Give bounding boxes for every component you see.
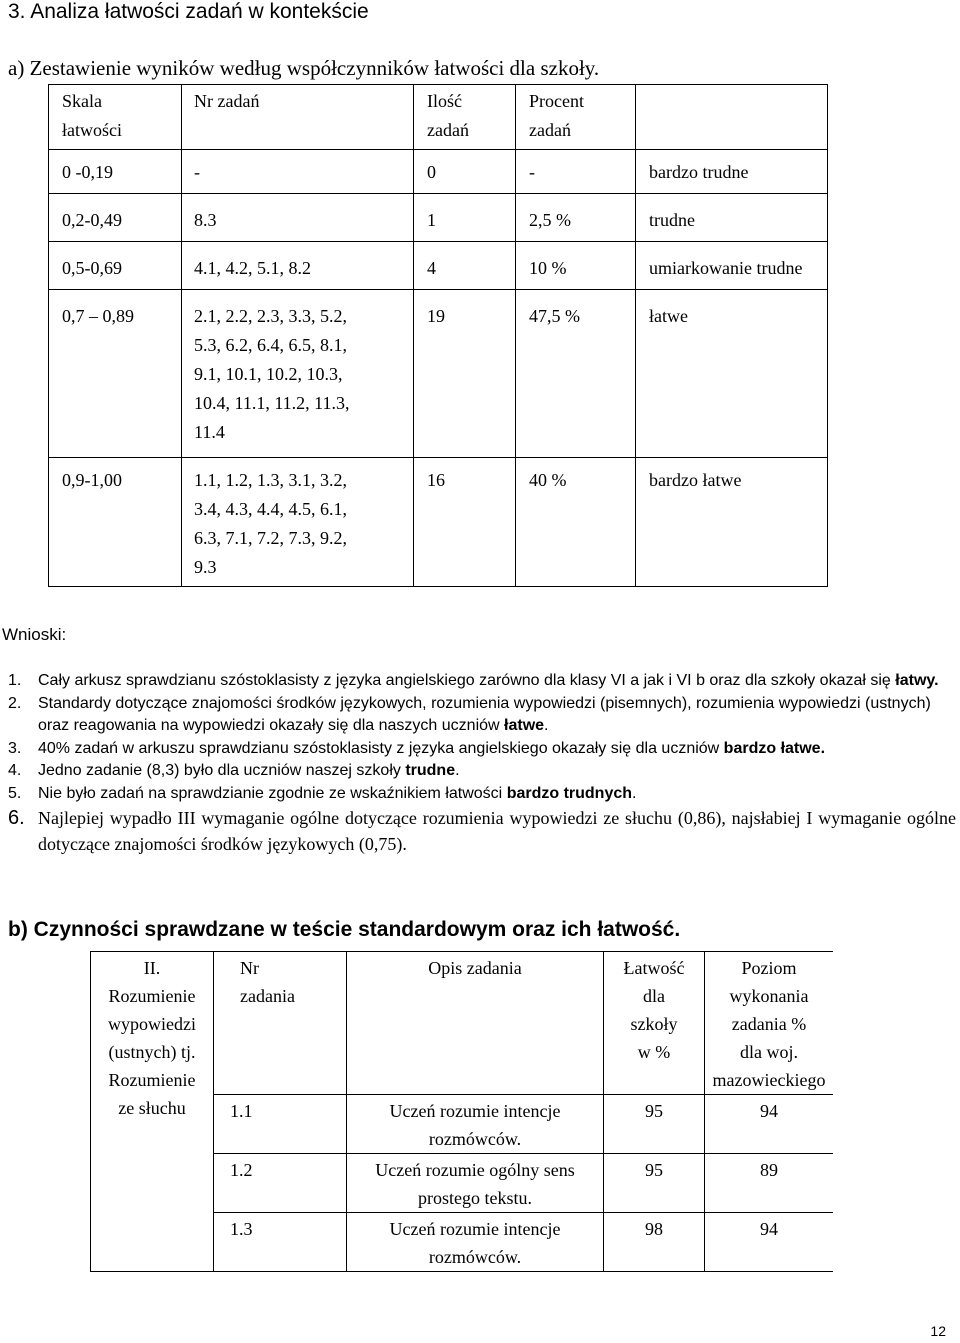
header-cell — [414, 85, 516, 150]
difficulty-label-cell: łatwe — [636, 290, 828, 458]
task-numbers-cell — [182, 290, 414, 458]
table-row — [49, 242, 828, 290]
conclusion-item — [8, 783, 956, 806]
skill-category-line: ze słuchu — [118, 1098, 186, 1118]
task-description-line: Uczeń rozumie ogólny sens — [375, 1160, 575, 1180]
task-description-cell — [347, 1213, 604, 1272]
task-numbers-line: - — [194, 162, 200, 182]
count-cell: 1 — [414, 194, 516, 242]
subsection-b-title: b) Czynności sprawdzane w teście standardowym oraz ich łatwość. — [8, 918, 681, 941]
task-numbers-line: 8.3 — [194, 210, 217, 230]
page-number: 12 — [930, 1323, 946, 1339]
task-numbers-line: 5.3, 6.2, 6.4, 6.5, 8.1, — [194, 335, 347, 355]
task-description-line: prostego tekstu. — [418, 1188, 532, 1208]
header-cell — [705, 952, 834, 1095]
header-cell — [347, 952, 604, 1095]
percent-cell: - — [516, 150, 636, 194]
task-description-line: Uczeń rozumie intencje — [389, 1219, 561, 1239]
percent-cell: 10 % — [516, 242, 636, 290]
bold-text: trudne — [405, 762, 456, 779]
task-number-cell: 1.3 — [214, 1213, 347, 1272]
header-line: dla woj. — [740, 1042, 798, 1062]
bold-text: łatwy. — [895, 672, 939, 689]
task-numbers-cell — [182, 150, 414, 194]
conclusion-number: 4. — [8, 762, 22, 779]
skill-category-line: wypowiedzi — [108, 1014, 196, 1034]
difficulty-label-cell: trudne — [636, 194, 828, 242]
task-numbers-cell — [182, 194, 414, 242]
header-cell — [604, 952, 705, 1095]
header-cell — [49, 85, 182, 150]
conclusion-item — [8, 670, 956, 693]
header-cell — [182, 85, 414, 150]
header-line — [649, 87, 821, 116]
task-numbers-line: 9.3 — [194, 557, 217, 577]
task-numbers-line: 9.1, 10.1, 10.2, 10.3, — [194, 364, 343, 384]
task-numbers-cell — [182, 458, 414, 587]
table-header-row — [49, 85, 828, 150]
header-line — [649, 116, 821, 145]
task-numbers-line: 11.4 — [194, 422, 225, 442]
header-line: zadań — [529, 120, 571, 140]
difficulty-label-cell: bardzo łatwe — [636, 458, 828, 587]
conclusion-text — [38, 738, 956, 761]
count-cell: 19 — [414, 290, 516, 458]
table-row — [49, 458, 828, 587]
header-line: łatwości — [62, 120, 122, 140]
conclusion-text — [38, 670, 956, 693]
text: Najlepiej wypadło III wymaganie ogólne dotyczące rozumienia wypowiedzi ze słuchu (0,86), najsłabiej I wymaganie ogólne dotyczące znajomości środków językowych (0,75). — [38, 808, 956, 854]
task-numbers-line: 2.1, 2.2, 2.3, 3.3, 5.2, — [194, 306, 347, 326]
text: Cały arkusz sprawdzianu szóstoklasisty z języka angielskiego zarówno dla klasy VI a jak i VI b oraz dla szkoły okazał się — [38, 672, 896, 689]
task-number-cell: 1.1 — [214, 1095, 347, 1154]
task-description-cell — [347, 1154, 604, 1213]
task-description-cell — [347, 1095, 604, 1154]
header-line: Łatwość — [623, 958, 685, 978]
task-description-line: Uczeń rozumie intencje — [389, 1101, 561, 1121]
school-score-cell: 95 — [604, 1095, 705, 1154]
difficulty-label-cell: umiarkowanie trudne — [636, 242, 828, 290]
table-row — [49, 194, 828, 242]
skills-table — [90, 951, 833, 1272]
percent-cell: 2,5 % — [516, 194, 636, 242]
header-line: zadania % — [731, 1014, 807, 1034]
header-cell — [214, 952, 347, 1095]
header-line: Ilość — [427, 91, 462, 111]
table-row — [49, 290, 828, 458]
header-line: szkoły — [630, 1014, 678, 1034]
conclusion-number: 1. — [8, 672, 22, 689]
voivodeship-score-cell: 89 — [705, 1154, 834, 1213]
conclusion-number: 2. — [8, 694, 22, 712]
conclusion-item — [8, 805, 956, 857]
header-line — [194, 116, 407, 145]
header-cell — [516, 85, 636, 150]
task-numbers-line: 3.4, 4.3, 4.4, 4.5, 6.1, — [194, 499, 347, 519]
task-number-cell: 1.2 — [214, 1154, 347, 1213]
conclusions-label: Wnioski: — [2, 625, 67, 644]
text: . — [455, 762, 460, 779]
skill-category-line: (ustnych) tj. — [108, 1042, 196, 1062]
conclusion-text — [38, 783, 956, 806]
count-cell: 4 — [414, 242, 516, 290]
task-numbers-cell — [182, 242, 414, 290]
percent-cell: 40 % — [516, 458, 636, 587]
difficulty-table — [48, 84, 828, 587]
count-cell: 0 — [414, 150, 516, 194]
text: . — [544, 717, 549, 734]
header-line: w % — [637, 1042, 671, 1062]
task-numbers-line: 6.3, 7.1, 7.2, 7.3, 9.2, — [194, 528, 347, 548]
count-cell: 16 — [414, 458, 516, 587]
text: . — [632, 784, 637, 802]
table-row — [49, 150, 828, 194]
bold-text: bardzo łatwe. — [723, 739, 826, 757]
scale-cell: 0,7 – 0,89 — [49, 290, 182, 458]
text: Standardy dotyczące znajomości środków językowych, rozumienia wypowiedzi (pisemnych), rozumienia wypowiedzi (ustnych) oraz reagowania na wypowiedzi okazały się dla naszych uczniów — [38, 694, 931, 734]
scale-cell: 0,9-1,00 — [49, 458, 182, 587]
school-score-cell: 98 — [604, 1213, 705, 1272]
conclusion-number: 6. — [8, 807, 25, 829]
text: 40% zadań w arkuszu sprawdzianu szóstoklasisty z języka angielskiego okazały się dla uczniów — [38, 739, 724, 757]
conclusion-item — [8, 693, 956, 738]
voivodeship-score-cell: 94 — [705, 1213, 834, 1272]
header-line: Skala — [62, 91, 102, 111]
subsection-a-title: a) Zestawienie wyników według współczynników łatwości dla szkoły. — [8, 56, 600, 80]
bold-text: bardzo trudnych — [506, 784, 633, 802]
conclusion-text — [38, 760, 956, 783]
skill-category-line: Rozumienie — [108, 986, 196, 1006]
header-line: Nr — [240, 958, 259, 978]
scale-cell: 0 -0,19 — [49, 150, 182, 194]
header-line: dla — [643, 986, 665, 1006]
school-score-cell: 95 — [604, 1154, 705, 1213]
conclusions-list — [8, 670, 956, 857]
task-description-line: rozmówców. — [428, 1247, 522, 1267]
difficulty-label-cell: bardzo trudne — [636, 150, 828, 194]
conclusion-text — [38, 693, 956, 738]
header-line: Procent — [529, 91, 584, 111]
bold-text: łatwe — [504, 717, 545, 734]
header-line: Nr zadań — [194, 91, 260, 111]
header-line: Poziom — [741, 958, 797, 978]
text: Nie było zadań na sprawdzianie zgodnie ze wskaźnikiem łatwości — [38, 784, 507, 802]
conclusion-item — [8, 760, 956, 783]
task-numbers-line: 1.1, 1.2, 1.3, 3.1, 3.2, — [194, 470, 347, 490]
header-line: zadań — [427, 120, 469, 140]
header-line: wykonania — [729, 986, 809, 1006]
header-line: Opis zadania — [428, 958, 522, 978]
conclusion-item — [8, 738, 956, 761]
task-numbers-line: 10.4, 11.1, 11.2, 11.3, — [194, 393, 350, 413]
voivodeship-score-cell: 94 — [705, 1095, 834, 1154]
conclusion-text — [38, 805, 956, 857]
conclusion-number: 3. — [8, 739, 22, 757]
header-cell — [636, 85, 828, 150]
header-line: zadania — [240, 986, 295, 1006]
header-line: mazowieckiego — [712, 1070, 826, 1090]
section-title: 3. Analiza łatwości zadań w kontekście — [8, 0, 369, 23]
skill-category-line: II. — [143, 958, 161, 978]
skill-category-cell — [91, 952, 214, 1272]
task-description-line: rozmówców. — [428, 1129, 522, 1149]
skill-category-line: Rozumienie — [108, 1070, 196, 1090]
percent-cell: 47,5 % — [516, 290, 636, 458]
scale-cell: 0,2-0,49 — [49, 194, 182, 242]
conclusion-number: 5. — [8, 784, 22, 802]
text: Jedno zadanie (8,3) było dla uczniów naszej szkoły — [38, 762, 406, 779]
task-numbers-line: 4.1, 4.2, 5.1, 8.2 — [194, 258, 311, 278]
scale-cell: 0,5-0,69 — [49, 242, 182, 290]
skills-header-row — [91, 952, 834, 1095]
